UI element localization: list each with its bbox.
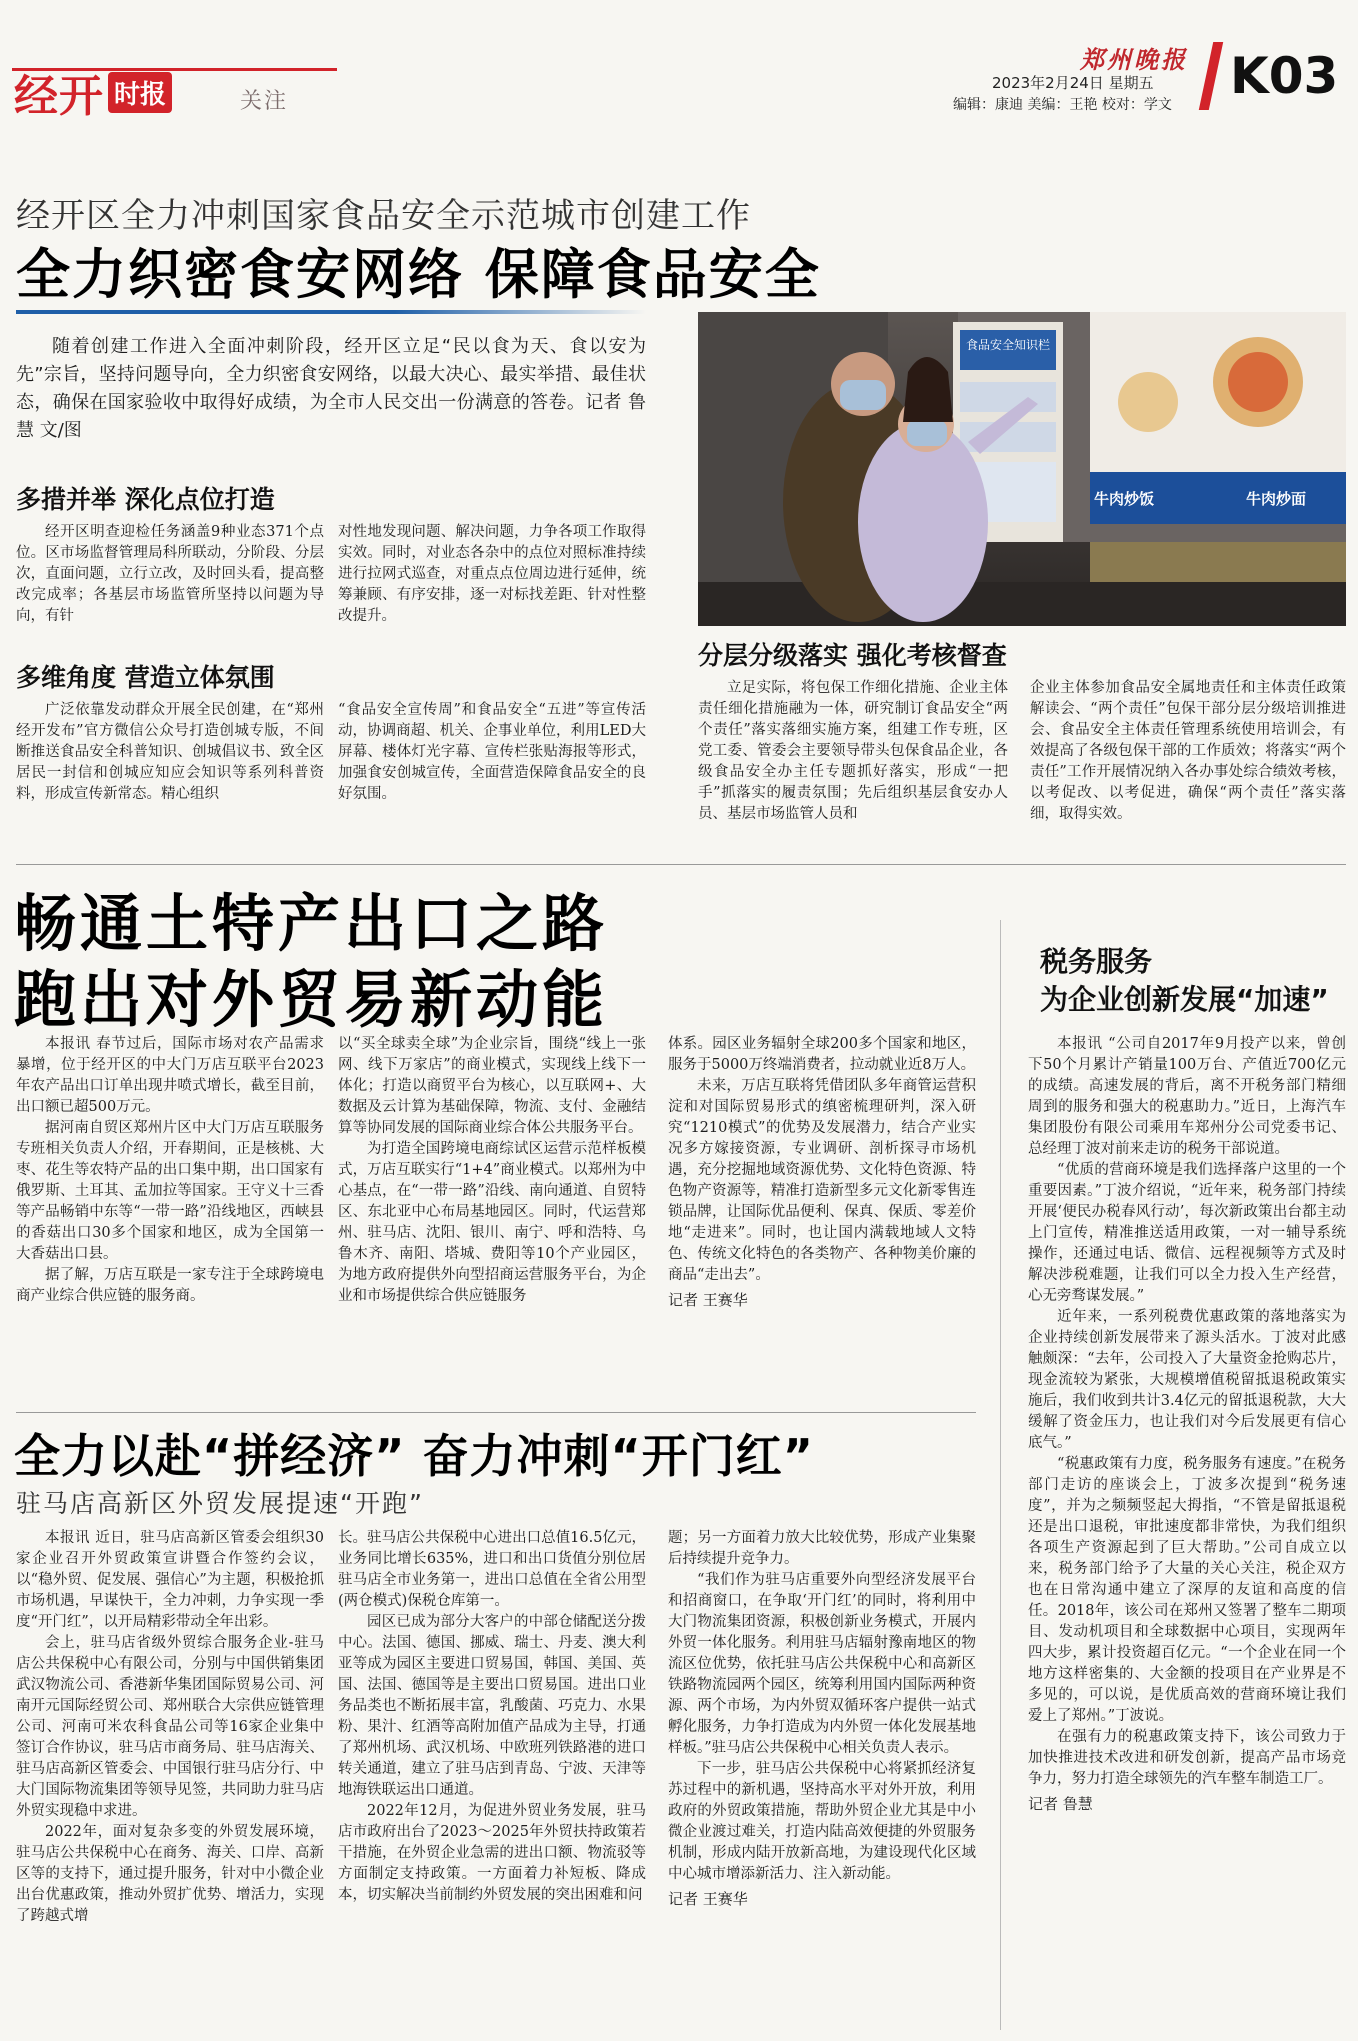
paragraph: 在强有力的税惠政策支持下，该公司致力于加快推进技术改进和研发创新，提高产品市场竞争力，努力打造全球领先的汽车整车制造工厂。 [1028,1729,1346,1787]
paragraph: “税惠政策有力度，税务服务有速度。”在税务部门走访的座谈会上，丁波多次提到“税务速度”，并为之频频竖起大拇指，“不管是留抵退税还是出口退税，审批速度都非常快，为我们组织各项生产资源起到了巨大帮助。”公司自成立以来，税务部门给予了大量的关心关注，税企双方也在日常沟通中建立了深厚的友谊和高度的信任。2018年，该公司在郑州又签署了整车二期项目、发动机项目和全球数据中心项目，实现两年四大步，累计投资超百亿元。“一个企业在同一个地方这样密集的、大金额的投项目在产业界是不多见的，可以说，是优质高效的营商环境让我们爱上了郑州。”丁波说。 [1028,1456,1346,1724]
story1-sec1-title: 多措并举 深化点位打造 [16,485,275,514]
paragraph: 对性地发现问题、解决问题，力争各项工作取得实效。同时，对业态各杂中的点位对照标准持续进行拉网式巡查，对重点点位周边进行延伸，统筹兼顾、有序安排，逐一对标找差距、针对性整改提升。 [338,524,646,624]
story2-col3 [668,1034,976,1311]
paragraph: 广泛依靠发动群众开展全民创建，在“郑州经开发布”官方微信公众号打造创城专版，不间断推送食品安全科普知识、创城倡议书、致全区居民一封信和创城应知应会知识等系列科普资料，形成宣传新常态。精心组织 [16,702,324,802]
story1-sec1-col2 [338,522,646,627]
editors-line: 编辑：康迪 美编：王艳 校对：学文 [953,97,1172,113]
story4-title-line1: 税务服务 [1040,945,1153,978]
story1-sec1-col1 [16,522,324,627]
story2-byline: 记者 王赛华 [668,1291,748,1309]
paragraph: 本报讯 近日，驻马店高新区管委会组织30家企业召开外贸政策宣讲暨合作签约会议，以“稳外贸、促发展、强信心”为主题，积极抢抓市场机遇，早谋快干，全力冲刺，力争实现一季度“开门红”，以开局精彩带动全年出彩。 [16,1530,324,1630]
page-number: K03 [1230,47,1339,105]
story3-title: 全力以赴“拼经济” 奋力冲刺“开门红” [14,1429,814,1483]
paragraph: 会上，驻马店省级外贸综合服务企业-驻马店公共保税中心有限公司，分别与中国供销集团武汉物流公司、香港新华集团国际贸易公司、河南开元国际经贸公司、郑州联合大宗供应链管理公司、河南可米农科食品公司等16家企业集中签订合作协议，驻马店市商务局、驻马店海关、驻马店高新区管委会、中国银行驻马店分行、中大门国际物流集团等领导见签，共同助力驻马店外贸实现稳中求进。 [16,1635,324,1819]
brand-b: 时报 [108,72,172,113]
slash-mark [1199,42,1223,110]
story2-col2 [338,1034,646,1307]
brand-a: 经开 [14,71,104,122]
story1-sec2-title: 多维角度 营造立体氛围 [16,663,275,692]
paragraph: 体系。园区业务辐射全球200多个国家和地区，服务于5000万终端消费者，拉动就业近8万人。 [668,1036,976,1073]
lead-paragraph: 随着创建工作进入全面冲刺阶段，经开区立足“民以食为天、食以安为先”宗旨，坚持问题导向，全力织密食安网络，以最大决心、最实举措、最佳状态，确保在国家验收中取得好成绩，为全市人民交出一份满意的答卷。记者 鲁慧 文/图 [16,336,646,441]
story3-deck: 驻马店高新区外贸发展提速“开跑” [16,1489,424,1518]
paragraph: 为打造全国跨境电商综试区运营示范样板模式，万店互联实行“1+4”商业模式。以郑州为中心基点，在“一带一路”沿线、南向通道、自贸特区、东北亚中心布局基地园区。同时，代运营郑州、驻马店、沈阳、银川、南宁、呼和浩特、乌鲁木齐、南阳、塔城、费阳等10个产业园区，为地方政府提供外向型招商运营服务平台，为企业和市场提供综合供应链服务 [338,1141,646,1304]
rule-story1-bottom [16,864,1346,865]
story2-title-line2: 跑出对外贸易新动能 [14,963,609,1036]
story1-title-rule [16,310,646,314]
issue-date: 2023年2月24日 星期五 [992,74,1154,92]
paragraph: 未来，万店互联将凭借团队多年商管运营积淀和对国际贸易形式的缜密梳理研判，深入研究“1210模式”的优势及发展潜力，结合产业实况多方嫁接资源，专业调研、剖析探寻市场机遇，充分挖掘地域资源优势、文化特色资源、特色物产资源等，精准打造新型多元文化新零售连锁品牌，让国际优品便利、保真、保质、零差价地“走进来”。同时，也让国内满载地域人文特色、传统文化特色的各类物产、各种物美价廉的商品“走出去”。 [668,1078,976,1283]
paragraph: 园区已成为部分大客户的中部仓储配送分拨中心。法国、德国、挪威、瑞士、丹麦、澳大利亚等成为园区主要进口贸易国，韩国、美国、英国、法国、德国等是主要出口贸易国。进出口业务品类也不断拓展丰富，乳酸菌、巧克力、水果粉、果汁、红酒等高附加值产品成为主导，打通了郑州机场、武汉机场、中欧班列铁路港的进口转关通道，建立了驻马店到青岛、宁波、天津等地海铁联运出口通道。 [338,1614,646,1798]
story1-sec3-title: 分层分级落实 强化考核督查 [698,641,1007,670]
story1-sec3-col1 [698,678,1008,825]
section-label: 关注 [240,89,289,114]
story1-sec2-col1 [16,700,324,805]
story4-byline: 记者 鲁慧 [1028,1795,1093,1813]
paragraph: 长。驻马店公共保税中心进出口总值16.5亿元，业务同比增长635%，进口和出口货值分别位居驻马店全市业务第一，进出口总值在全省公用型(两仓模式)保税仓库第一。 [338,1530,646,1609]
paragraph: 题；另一方面着力放大比较优势，形成产业集聚后持续提升竞争力。 [668,1530,976,1567]
paragraph: 据河南自贸区郑州片区中大门万店互联服务专班相关负责人介绍，开春期间，正是核桃、大枣、花生等农特产品的出口集中期，出口国家有俄罗斯、土耳其、孟加拉等国家。王守义十三香等产品畅销中东等“一带一路”沿线地区，西峡县的香菇出口30多个国家和地区，成为全国第一大香菇出口县。 [16,1120,324,1262]
paper-logo: 郑州晚报 [1080,45,1188,74]
paragraph: 近年来，一系列税费优惠政策的落地落实为企业持续创新发展带来了源头活水。丁波对此感触颇深：“去年，公司投入了大量资金抢购芯片，现金流较为紧张，大规模增值税留抵退税政策实施后，我们收到共计3.4亿元的留抵退税款，大大缓解了资金压力，也让我们对今后发展更有信心底气。” [1028,1309,1346,1451]
story2-title-line1: 畅通土特产出口之路 [14,887,609,960]
story3-col3 [668,1528,976,1910]
story1-sec3-col2 [1030,678,1346,825]
paragraph: 以“买全球卖全球”为企业宗旨，围绕“线上一张网、线下万家店”的商业模式，实现线上线下一体化；打造以商贸平台为核心，以互联网+、大数据及云计算为基础保障，物流、支付、金融结算等协同发展的国际商业综合体公共服务平台。 [338,1036,646,1136]
paragraph: 2022年，面对复杂多变的外贸发展环境，驻马店公共保税中心在商务、海关、口岸、高新区等的支持下，通过提升服务，针对中小微企业出台优惠政策，推动外贸扩优势、增活力，实现了跨越式增 [16,1824,324,1924]
paragraph: 本报讯 春节过后，国际市场对农产品需求暴增，位于经开区的中大门万店互联平台2023年农产品出口订单出现井喷式增长，截至目前，出口额已超500万元。 [16,1036,324,1115]
paragraph: 企业主体参加食品安全属地责任和主体责任政策解读会、“两个责任”包保干部分层分级培训推进会、食品安全主体责任管理系统使用培训会，有效提高了各级包保干部的工作质效；将落实“两个责任”工作开展情况纳入各办事处综合绩效考核，以考促改、以考促进，确保“两个责任”落实落细，取得实效。 [1030,680,1346,822]
story3-col1 [16,1528,324,1927]
story1-title: 全力织密食安网络 保障食品安全 [16,243,821,306]
photo-board-title: 食品安全知识栏 [965,338,1050,352]
paragraph: 本报讯 “公司自2017年9月投产以来，曾创下50个月累计产销量100万台、产值近700亿元的成绩。高速发展的背后，离不开税务部门精细周到的服务和强大的税惠助力。”近日，上海汽车集团股份有限公司乘用车郑州分公司党委书记、总经理丁波对前来走访的税务干部说道。 [1028,1036,1346,1157]
photo-sign-b: 牛肉炒面 [1246,490,1307,508]
masthead [0,0,1358,120]
paragraph: 2022年12月，为促进外贸业务发展，驻马店市政府出台了2023～2025年外贸扶持政策若干措施，在外贸企业急需的进出口额、物流驳等方面制定支持政策。一方面着力补短板、降成本，切实解决当前制约外贸发展的突出困难和问 [338,1803,646,1903]
story2-col1 [16,1034,324,1307]
paragraph: “食品安全宣传周”和食品安全“五进”等宣传活动，协调商超、机关、企事业单位，利用LED大屏幕、楼体灯光字幕、宣传栏张贴海报等形式，加强食安创城宣传，全面营造保障食品安全的良好氛围。 [338,702,646,802]
column-divider [1000,920,1001,2030]
story4-title-line2: 为企业创新发展“加速” [1040,983,1329,1016]
paragraph: 下一步，驻马店公共保税中心将紧抓经济复苏过程中的新机遇，坚持高水平对外开放，利用政府的外贸政策措施，帮助外贸企业尤其是中小微企业渡过难关，打造内陆高效便捷的外贸服务机制，形成内陆开放新高地，为建设现代化区域中心城市增添新活力、注入新动能。 [668,1761,976,1882]
paragraph: 据了解，万店互联是一家专注于全球跨境电商产业综合供应链的服务商。 [16,1267,324,1304]
story1-lead [16,333,646,445]
story1-kicker: 经开区全力冲刺国家食品安全示范城市创建工作 [16,196,751,236]
story3-byline: 记者 王赛华 [668,1890,748,1908]
brand-logo [14,62,172,122]
paragraph: 立足实际，将包保工作细化措施、企业主体责任细化措施融为一体，研究制订食品安全“两个责任”落实落细实施方案，组建工作专班，区党工委、管委会主要领导带头包保食品企业，各级食品安全办主任专题抓好落实，形成“一把手”抓落实的履责氛围；先后组织基层食安办人员、基层市场监管人员和 [698,680,1008,822]
rule-story2-bottom [16,1412,976,1413]
story3-col2 [338,1528,646,1906]
inspection-photo [698,312,1346,626]
photo-inspection-icon [698,312,1346,626]
paragraph: 经开区明查迎检任务涵盖9种业态371个点位。区市场监督管理局科所联动，分阶段、分层次，直面问题，立行立改，及时回头看，提高整改完成率；各基层市场监管所坚持以问题为导向，有针 [16,524,324,624]
story1-sec2-col2 [338,700,646,805]
story4-body [1028,1034,1346,1815]
photo-sign-a: 牛肉炒饭 [1094,490,1155,508]
paragraph: “我们作为驻马店重要外向型经济发展平台和招商窗口，在争取‘开门红’的同时，将利用中大门物流集团资源，积极创新业务模式，开展内外贸一体化服务。利用驻马店辐射豫南地区的物流区位优势，依托驻马店公共保税中心和高新区铁路物流园两个园区，统筹利用国内国际两种资源、两个市场，为内外贸双循环客户提供一站式孵化服务，力争打造成为内外贸一体化发展基地样板。”驻马店公共保税中心相关负责人表示。 [668,1572,976,1756]
paragraph: “优质的营商环境是我们选择落户这里的一个重要因素。”丁波介绍说，“近年来，税务部门持续开展‘便民办税春风行动’，每次新政策出台都主动上门宣传，精准推送适用政策，一对一辅导系统操作，还通过电话、微信、远程视频等方式及时解决涉税难题，让我们可以全力投入生产经营，心无旁骛谋发展。” [1028,1162,1346,1304]
